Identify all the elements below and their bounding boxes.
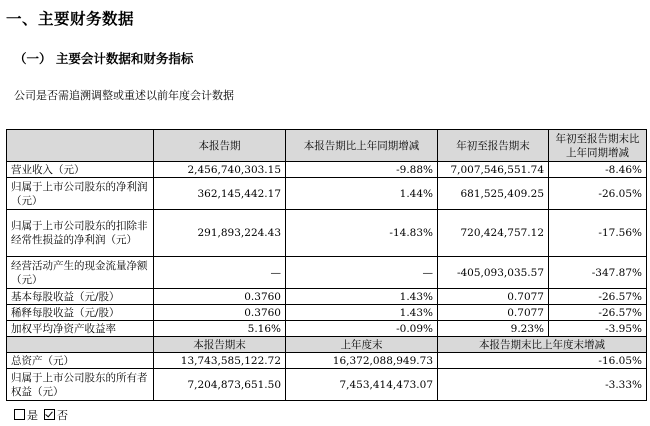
table-cell: 720,424,757.12	[438, 210, 549, 257]
table-cell: 7,453,414,473.07	[286, 369, 438, 401]
table-header-row	[7, 130, 647, 162]
table-cell: 1.43%	[286, 305, 438, 321]
table-cell: 5.16%	[154, 321, 286, 337]
header-cell	[7, 337, 154, 353]
checkbox-unchecked-icon	[14, 409, 25, 420]
row-label: 营业收入（元）	[7, 162, 154, 178]
table-cell: 7,007,546,551.74	[438, 162, 549, 178]
checkbox-label: 是	[27, 409, 38, 422]
table-row	[7, 178, 647, 210]
table-cell: -26.57%	[549, 305, 647, 321]
header-cell: 本报告期	[154, 130, 286, 162]
row-label: 归属于上市公司股东的净利润（元）	[7, 178, 154, 210]
restatement-options	[14, 407, 68, 423]
table-cell: 2,456,740,303.15	[154, 162, 286, 178]
financial-data-table	[6, 129, 647, 401]
table-cell: -347.87%	[549, 257, 647, 289]
table-cell: 0.3760	[154, 289, 286, 305]
table-cell: —	[286, 257, 438, 289]
table-cell: —	[154, 257, 286, 289]
checkbox-checked-icon	[44, 409, 55, 420]
table-cell: -8.46%	[549, 162, 647, 178]
header-cell: 上年度末	[286, 337, 438, 353]
row-label: 稀释每股收益（元/股）	[7, 305, 154, 321]
table-cell: -14.83%	[286, 210, 438, 257]
table-cell: 13,743,585,122.72	[154, 353, 286, 369]
table-cell: 1.44%	[286, 178, 438, 210]
table-cell: -17.56%	[549, 210, 647, 257]
table-cell: -0.09%	[286, 321, 438, 337]
table-cell: 9.23%	[438, 321, 549, 337]
table-cell: 291,893,224.43	[154, 210, 286, 257]
table-row	[7, 210, 647, 257]
table-cell: 7,204,873,651.50	[154, 369, 286, 401]
table-row	[7, 321, 647, 337]
table-cell: -26.57%	[549, 289, 647, 305]
table-cell: 681,525,409.25	[438, 178, 549, 210]
restatement-question: 公司是否需追溯调整或重述以前年度会计数据	[14, 89, 234, 102]
checkbox-no[interactable]	[44, 409, 68, 422]
header-cell	[7, 130, 154, 162]
row-label: 加权平均净资产收益率	[7, 321, 154, 337]
row-label: 归属于上市公司股东的扣除非经常性损益的净利润（元）	[7, 210, 154, 257]
table-header-row	[7, 337, 647, 353]
table-cell: 0.7077	[438, 305, 549, 321]
table-cell: -16.05%	[438, 353, 647, 369]
checkbox-yes[interactable]	[14, 409, 38, 422]
table-cell: -405,093,035.57	[438, 257, 549, 289]
table-cell: -3.33%	[438, 369, 647, 401]
table-cell: -3.95%	[549, 321, 647, 337]
row-label: 总资产（元）	[7, 353, 154, 369]
table-row	[7, 257, 647, 289]
table-cell: 362,145,442.17	[154, 178, 286, 210]
section-heading: 一、主要财务数据	[6, 10, 135, 28]
row-label: 归属于上市公司股东的所有者权益（元）	[7, 369, 154, 401]
table-row	[7, 369, 647, 401]
row-label: 基本每股收益（元/股）	[7, 289, 154, 305]
table-row	[7, 353, 647, 369]
table-cell: 1.43%	[286, 289, 438, 305]
subsection-heading: （一） 主要会计数据和财务指标	[14, 51, 194, 66]
header-cell: 本报告期比上年同期增减	[286, 130, 438, 162]
table-row	[7, 305, 647, 321]
table-cell: 0.7077	[438, 289, 549, 305]
header-cell: 年初至报告期末比上年同期增减	[549, 130, 647, 162]
row-label: 经营活动产生的现金流量净额（元）	[7, 257, 154, 289]
table-cell: -9.88%	[286, 162, 438, 178]
table-cell: -26.05%	[549, 178, 647, 210]
table-row	[7, 289, 647, 305]
header-cell: 本报告期末比上年度末增减	[438, 337, 647, 353]
checkbox-label: 否	[57, 409, 68, 422]
table-cell: 0.3760	[154, 305, 286, 321]
header-cell: 本报告期末	[154, 337, 286, 353]
table-cell: 16,372,088,949.73	[286, 353, 438, 369]
table-row	[7, 162, 647, 178]
header-cell: 年初至报告期末	[438, 130, 549, 162]
